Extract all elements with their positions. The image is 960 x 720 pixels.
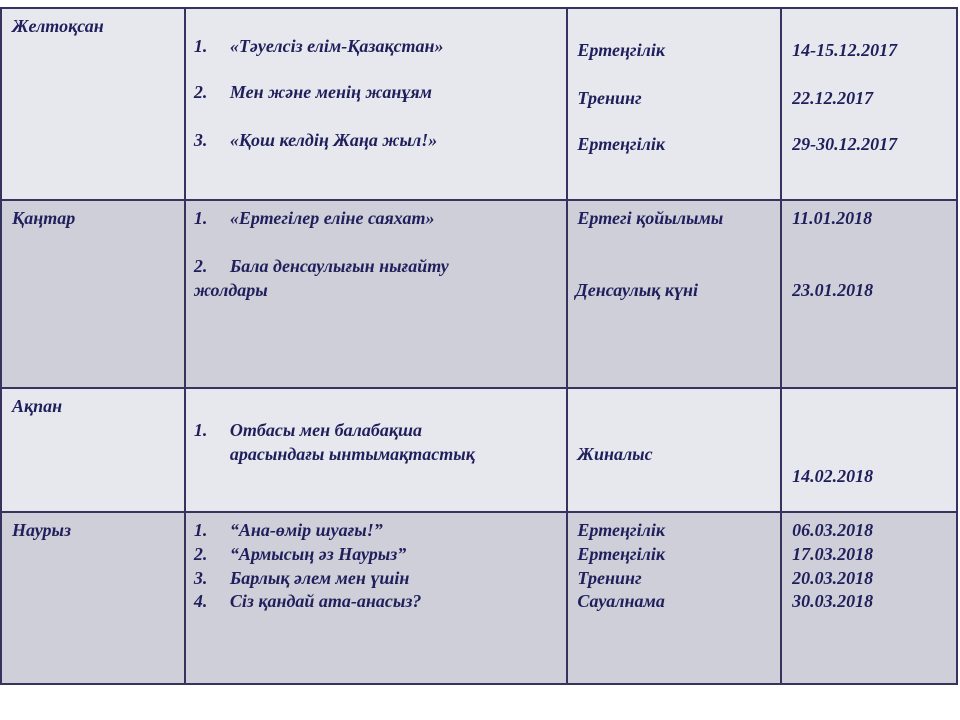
month-label: Наурыз xyxy=(12,520,72,540)
date-label: 30.03.2018 xyxy=(792,591,874,611)
event-item: 2. Бала денсаулығын нығайту xyxy=(193,256,449,276)
form-cell xyxy=(567,512,781,684)
table-row xyxy=(1,8,957,200)
event-item: 1. “Ана-өмір шуағы!” xyxy=(193,520,383,540)
month-cell xyxy=(1,388,185,512)
form-label: Ертегі қойылымы xyxy=(577,208,724,228)
date-label: 23.01.2018 xyxy=(792,280,874,300)
date-label: 17.03.2018 xyxy=(792,544,874,564)
date-cell xyxy=(781,512,957,684)
event-item: 3. «Қош келдің Жаңа жыл!» xyxy=(193,130,438,150)
event-item: 2. “Армысың әз Наурыз” xyxy=(193,544,407,564)
events-cell xyxy=(185,200,568,388)
date-cell xyxy=(781,8,957,200)
table-row xyxy=(1,512,957,684)
form-label: Ертеңгілік xyxy=(577,520,665,540)
form-label: Ертеңгілік xyxy=(577,134,665,154)
form-label: Сауалнама xyxy=(577,591,665,611)
event-item: 3. Барлық әлем мен үшін xyxy=(193,568,410,588)
date-label: 06.03.2018 xyxy=(792,520,874,540)
month-cell xyxy=(1,512,185,684)
month-cell xyxy=(1,200,185,388)
date-cell xyxy=(781,200,957,388)
form-label: Денсаулық күні xyxy=(575,280,698,300)
form-cell xyxy=(567,8,781,200)
form-label: Ертеңгілік xyxy=(577,544,665,564)
date-label: 29-30.12.2017 xyxy=(792,134,898,154)
month-label: Желтоқсан xyxy=(12,16,104,36)
month-label: Қаңтар xyxy=(12,208,76,228)
event-item: 2. Мен және менің жанұям xyxy=(193,82,432,102)
events-table xyxy=(0,7,958,685)
event-item: 1. «Ертегілер еліне саяхат» xyxy=(193,208,435,228)
date-cell xyxy=(781,388,957,512)
form-label: Тренинг xyxy=(577,88,642,108)
events-cell xyxy=(185,512,568,684)
date-label: 14.02.2018 xyxy=(792,466,874,486)
month-label: Ақпан xyxy=(12,396,63,416)
month-cell xyxy=(1,8,185,200)
date-label: 20.03.2018 xyxy=(792,568,874,588)
table-row xyxy=(1,200,957,388)
event-item: 1. Отбасы мен балабақша xyxy=(193,420,422,440)
form-cell xyxy=(567,388,781,512)
date-label: 14-15.12.2017 xyxy=(792,40,898,60)
event-item: 4. Сіз қандай ата-анасыз? xyxy=(193,591,422,611)
form-cell xyxy=(567,200,781,388)
form-label: Тренинг xyxy=(577,568,642,588)
event-item-continuation: жолдары xyxy=(193,280,268,300)
event-item-continuation: арасындағы ынтымақтастық xyxy=(229,444,475,464)
form-label: Ертеңгілік xyxy=(577,40,665,60)
date-label: 22.12.2017 xyxy=(792,88,874,108)
events-cell xyxy=(185,8,568,200)
event-item: 1. «Тәуелсіз елім-Қазақстан» xyxy=(193,36,444,56)
table-row xyxy=(1,388,957,512)
events-cell xyxy=(185,388,568,512)
form-label: Жиналыс xyxy=(577,444,653,464)
date-label: 11.01.2018 xyxy=(792,208,873,228)
